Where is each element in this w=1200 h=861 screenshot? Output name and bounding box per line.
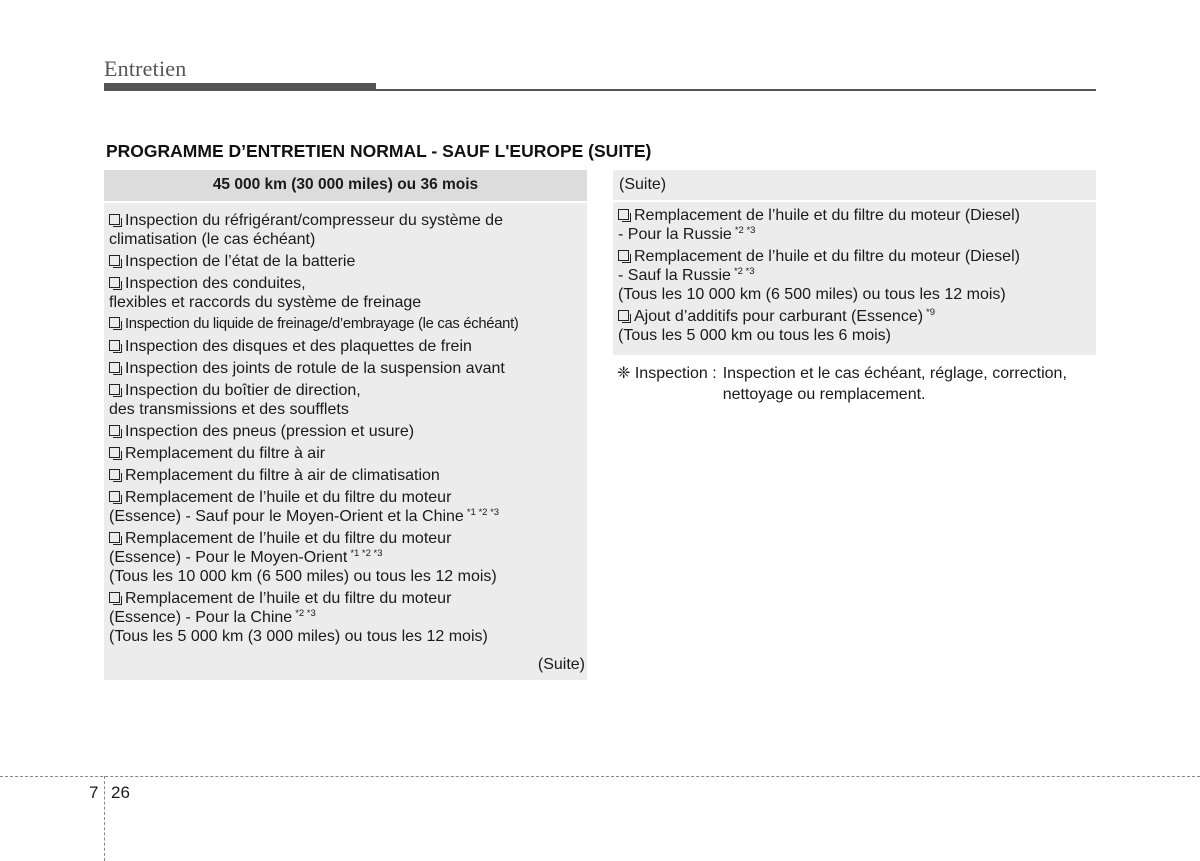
item-text: Inspection des disques et des plaquettes de frein [125, 338, 472, 355]
item-text: (Tous les 10 000 km (6 500 miles) ou tous les 12 mois) [618, 286, 1006, 303]
list-item [109, 337, 581, 356]
item-text: (Tous les 10 000 km (6 500 miles) ou tous les 12 mois) [109, 568, 497, 585]
item-text: flexibles et raccords du système de freinage [109, 294, 422, 311]
continued-label: (Suite) [613, 170, 1096, 202]
item-text: des transmissions et des soufflets [109, 401, 349, 418]
list-item [109, 444, 581, 463]
checkbox-icon [109, 384, 120, 395]
checkbox-icon [109, 469, 120, 480]
continued-label: (Suite) [537, 656, 585, 673]
list-item [109, 359, 581, 378]
inspection-footnote [617, 363, 1107, 405]
footnote-text: Inspection et le cas échéant, réglage, correction, nettoyage ou remplacement. [722, 365, 1067, 403]
checkbox-icon [109, 447, 120, 458]
item-text: Inspection du liquide de freinage/d’embrayage (le cas échéant) [125, 316, 519, 332]
item-text: - Sauf la Russie [618, 267, 731, 284]
item-text: (Essence) - Sauf pour le Moyen-Orient et la Chine [109, 508, 464, 525]
schedule-right-column [613, 170, 1096, 355]
list-item [109, 466, 581, 485]
header-rule-accent [104, 83, 376, 91]
item-text: - Pour la Russie [618, 226, 732, 243]
footnote-label: ❈ Inspection : [617, 365, 717, 382]
item-text: Inspection des conduites, [125, 275, 306, 292]
list-item [109, 381, 581, 419]
footer-rule [0, 776, 1200, 777]
list-item [618, 206, 1090, 244]
checkbox-icon [618, 209, 629, 220]
list-item [109, 488, 581, 526]
list-item [109, 529, 581, 586]
item-text: Remplacement du filtre à air [125, 445, 326, 462]
interval-heading: 45 000 km (30 000 miles) ou 36 mois [104, 170, 587, 203]
checkbox-icon [109, 317, 120, 328]
item-text-line [618, 266, 1090, 285]
item-text: (Tous les 5 000 km (3 000 miles) ou tous les 12 mois) [109, 628, 488, 645]
footnote-marker: *2 *3 [295, 608, 316, 619]
list-item [109, 422, 581, 441]
item-text-line [618, 225, 1090, 244]
list-item [109, 274, 581, 312]
list-item [109, 252, 581, 271]
item-text: Remplacement de l’huile et du filtre du moteur [125, 530, 452, 547]
item-text: (Essence) - Pour la Chine [109, 609, 293, 626]
item-text-line [109, 548, 581, 567]
item-text: Inspection des joints de rotule de la suspension avant [125, 360, 505, 377]
item-text: Remplacement de l’huile et du filtre du moteur [125, 489, 452, 506]
maintenance-list [104, 203, 587, 646]
checkbox-icon [618, 250, 629, 261]
item-text: Remplacement du filtre à air de climatisation [125, 467, 440, 484]
checkbox-icon [109, 592, 120, 603]
checkbox-icon [109, 277, 120, 288]
maintenance-list [613, 202, 1096, 345]
footer-divider [104, 776, 105, 861]
item-text: Inspection de l’état de la batterie [125, 253, 356, 270]
item-text-line [109, 608, 581, 627]
item-text-line [109, 507, 581, 526]
schedule-left-column [104, 170, 587, 680]
checkbox-icon [109, 362, 120, 373]
list-item [109, 315, 581, 334]
item-text: Remplacement de l’huile et du filtre du moteur [125, 590, 452, 607]
checkbox-icon [109, 425, 120, 436]
item-text: Inspection du réfrigérant/compresseur du système de [125, 212, 503, 229]
footnote-marker: *9 [926, 307, 936, 318]
checkbox-icon [109, 255, 120, 266]
item-text: Remplacement de l’huile et du filtre du moteur (Diesel) [634, 207, 1020, 224]
footnote-marker: *1 *2 *3 [350, 548, 383, 559]
item-text: (Essence) - Pour le Moyen-Orient [109, 549, 348, 566]
checkbox-icon [109, 214, 120, 225]
item-text: Inspection des pneus (pression et usure) [125, 423, 415, 440]
list-item [109, 589, 581, 646]
checkbox-icon [618, 310, 629, 321]
footnote-marker: *2 *3 [734, 225, 756, 236]
item-text: Inspection du boîtier de direction, [125, 382, 361, 399]
checkbox-icon [109, 491, 120, 502]
checkbox-icon [109, 340, 120, 351]
page-number: 26 [111, 783, 130, 802]
section-heading: PROGRAMME D’ENTRETIEN NORMAL - SAUF L'EUROPE (SUITE) [106, 141, 652, 161]
item-text: Remplacement de l’huile et du filtre du moteur (Diesel) [634, 248, 1020, 265]
header-title: Entretien [104, 56, 187, 81]
item-text: climatisation (le cas échéant) [109, 231, 316, 248]
item-text: Ajout d’additifs pour carburant (Essence) [634, 308, 924, 325]
checkbox-icon [109, 532, 120, 543]
chapter-number: 7 [89, 783, 99, 802]
item-text: (Tous les 5 000 km ou tous les 6 mois) [618, 327, 892, 344]
list-item [618, 247, 1090, 304]
footnote-marker: *1 *2 *3 [466, 507, 500, 518]
list-item [618, 307, 1090, 345]
footnote-marker: *2 *3 [733, 266, 755, 277]
list-item [109, 211, 581, 249]
